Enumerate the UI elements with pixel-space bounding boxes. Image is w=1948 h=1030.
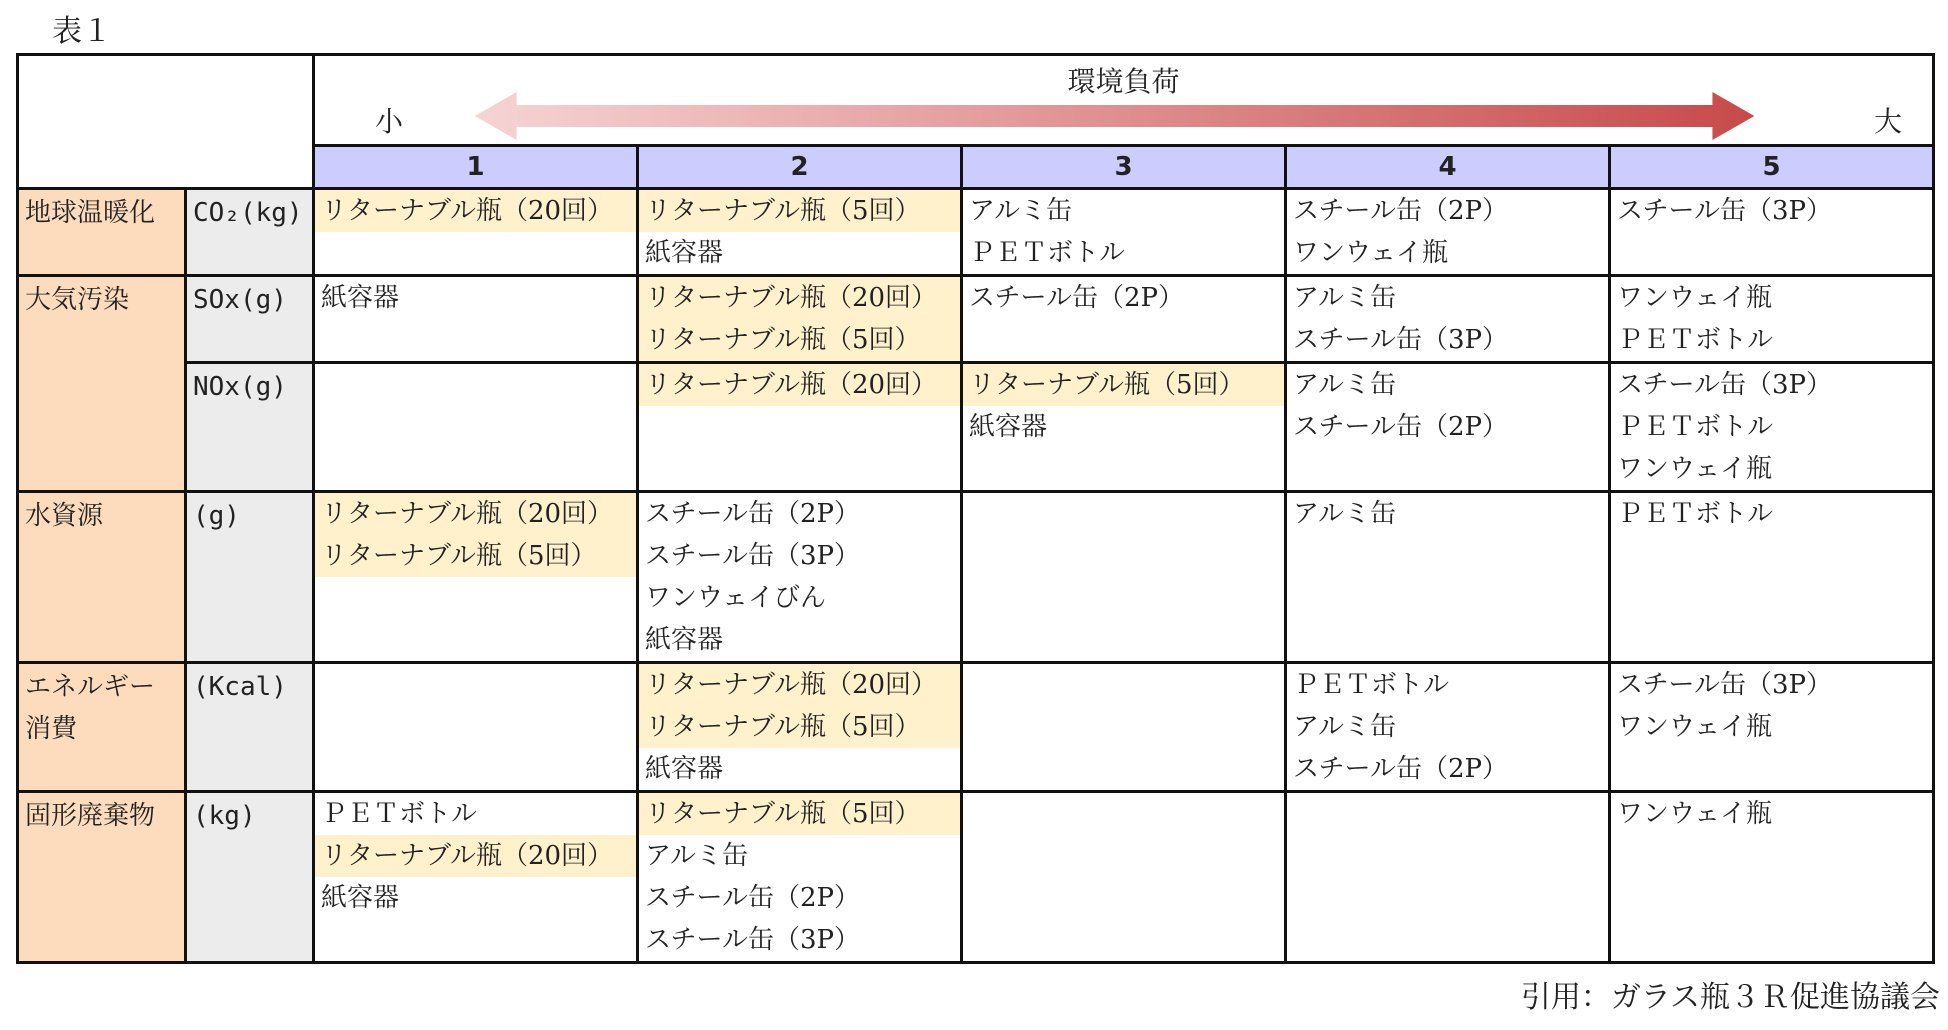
level-header-1: 1 <box>314 146 638 189</box>
container-item: リターナブル瓶（5回） <box>639 706 960 748</box>
container-item: アルミ缶 <box>1293 712 1396 742</box>
container-item: アルミ缶 <box>1293 283 1396 313</box>
category-cell: 大気汚染 <box>18 276 186 492</box>
level-4-cell <box>1286 276 1610 363</box>
level-header-2: 2 <box>638 146 962 189</box>
table-row <box>18 663 1934 792</box>
container-item: ＰＥＴボトル <box>1617 325 1774 355</box>
container-item: スチール缶（2P） <box>645 499 860 529</box>
unit-cell: (Kcal) <box>186 663 314 792</box>
container-item: スチール缶（3P） <box>645 541 860 571</box>
level-5-cell <box>1610 363 1934 492</box>
level-2-cell <box>638 363 962 492</box>
container-item: リターナブル瓶（5回） <box>315 535 636 577</box>
level-3-cell <box>962 189 1286 276</box>
container-item: 紙容器 <box>969 412 1048 442</box>
container-item: ワンウェイ瓶 <box>1617 712 1772 742</box>
container-item: ワンウェイ瓶 <box>1617 454 1772 484</box>
container-item: アルミ缶 <box>1293 499 1396 529</box>
high-label: 大 <box>1874 105 1903 138</box>
container-item: リターナブル瓶（20回） <box>315 835 636 877</box>
container-item: スチール缶（2P） <box>969 283 1184 313</box>
level-3-cell <box>962 792 1286 963</box>
corner-cell <box>18 55 314 189</box>
level-5-cell <box>1610 276 1934 363</box>
container-item: スチール缶（2P） <box>1293 412 1508 442</box>
container-item: ＰＥＴボトル <box>1617 499 1774 529</box>
level-header-4: 4 <box>1286 146 1610 189</box>
source-citation: 引用：ガラス瓶３Ｒ促進協議会 <box>1520 980 1940 1015</box>
container-item: ワンウェイびん <box>645 583 826 613</box>
level-3-cell <box>962 492 1286 663</box>
level-1-cell <box>314 492 638 663</box>
load-header <box>314 55 1934 146</box>
level-3-cell <box>962 363 1286 492</box>
container-item: 紙容器 <box>645 754 724 784</box>
level-2-cell <box>638 492 962 663</box>
container-item: ワンウェイ瓶 <box>1617 799 1772 829</box>
load-title: 環境負荷 <box>1067 65 1180 98</box>
container-item: スチール缶（3P） <box>1293 325 1508 355</box>
container-item: リターナブル瓶（20回） <box>315 493 636 535</box>
container-item: ＰＥＴボトル <box>1617 412 1774 442</box>
table-caption: 表１ <box>52 14 112 49</box>
table-row <box>18 189 1934 276</box>
container-item: スチール缶（3P） <box>1617 370 1832 400</box>
table-row <box>18 363 1934 492</box>
double-arrow-icon <box>315 56 1932 144</box>
container-item: ワンウェイ瓶 <box>1293 238 1448 268</box>
category-cell: 地球温暖化 <box>18 189 186 276</box>
unit-cell: CO₂(kg) <box>186 189 314 276</box>
environmental-load-table <box>16 53 1935 964</box>
level-5-cell <box>1610 189 1934 276</box>
container-item: リターナブル瓶（20回） <box>639 277 960 319</box>
level-3-cell <box>962 663 1286 792</box>
container-item: 紙容器 <box>645 238 724 268</box>
container-item: リターナブル瓶（5回） <box>639 793 960 835</box>
container-item: スチール缶（2P） <box>1293 754 1508 784</box>
container-item: 紙容器 <box>321 883 400 913</box>
level-4-cell <box>1286 492 1610 663</box>
container-item: リターナブル瓶（20回） <box>639 664 960 706</box>
unit-cell: (kg) <box>186 792 314 963</box>
container-item: アルミ缶 <box>1293 370 1396 400</box>
category-cell: 水資源 <box>18 492 186 663</box>
container-item: ワンウェイ瓶 <box>1617 283 1772 313</box>
level-1-cell <box>314 363 638 492</box>
level-2-cell <box>638 663 962 792</box>
level-1-cell <box>314 663 638 792</box>
level-4-cell <box>1286 363 1610 492</box>
container-item: スチール缶（3P） <box>1617 196 1832 226</box>
unit-cell: NOx(g) <box>186 363 314 492</box>
low-label: 小 <box>375 105 404 138</box>
container-item: スチール缶（2P） <box>1293 196 1508 226</box>
category-cell: 固形廃棄物 <box>18 792 186 963</box>
container-item: リターナブル瓶（20回） <box>639 364 960 406</box>
level-2-cell <box>638 189 962 276</box>
level-1-cell <box>314 276 638 363</box>
container-item: スチール缶（3P） <box>1617 670 1832 700</box>
container-item: リターナブル瓶（5回） <box>639 190 960 232</box>
level-5-cell <box>1610 792 1934 963</box>
category-cell: エネルギー消費 <box>18 663 186 792</box>
level-2-cell <box>638 792 962 963</box>
container-item: 紙容器 <box>645 625 724 655</box>
level-header-5: 5 <box>1610 146 1934 189</box>
container-item: アルミ缶 <box>645 841 748 871</box>
container-item: リターナブル瓶（20回） <box>315 190 636 232</box>
container-item: ＰＥＴボトル <box>1293 670 1450 700</box>
table-row <box>18 492 1934 663</box>
container-item: スチール缶（3P） <box>645 925 860 955</box>
unit-cell: SOx(g) <box>186 276 314 363</box>
level-3-cell <box>962 276 1286 363</box>
level-1-cell <box>314 189 638 276</box>
table-row <box>18 276 1934 363</box>
level-4-cell <box>1286 792 1610 963</box>
container-item: リターナブル瓶（5回） <box>639 319 960 361</box>
level-1-cell <box>314 792 638 963</box>
container-item: ＰＥＴボトル <box>969 238 1126 268</box>
level-header-3: 3 <box>962 146 1286 189</box>
level-4-cell <box>1286 663 1610 792</box>
level-5-cell <box>1610 663 1934 792</box>
container-item: アルミ缶 <box>969 196 1072 226</box>
container-item: 紙容器 <box>321 283 400 313</box>
level-5-cell <box>1610 492 1934 663</box>
container-item: スチール缶（2P） <box>645 883 860 913</box>
container-item: ＰＥＴボトル <box>321 799 478 829</box>
unit-cell: (g) <box>186 492 314 663</box>
table-row <box>18 792 1934 963</box>
level-2-cell <box>638 276 962 363</box>
level-4-cell <box>1286 189 1610 276</box>
container-item: リターナブル瓶（5回） <box>963 364 1284 406</box>
